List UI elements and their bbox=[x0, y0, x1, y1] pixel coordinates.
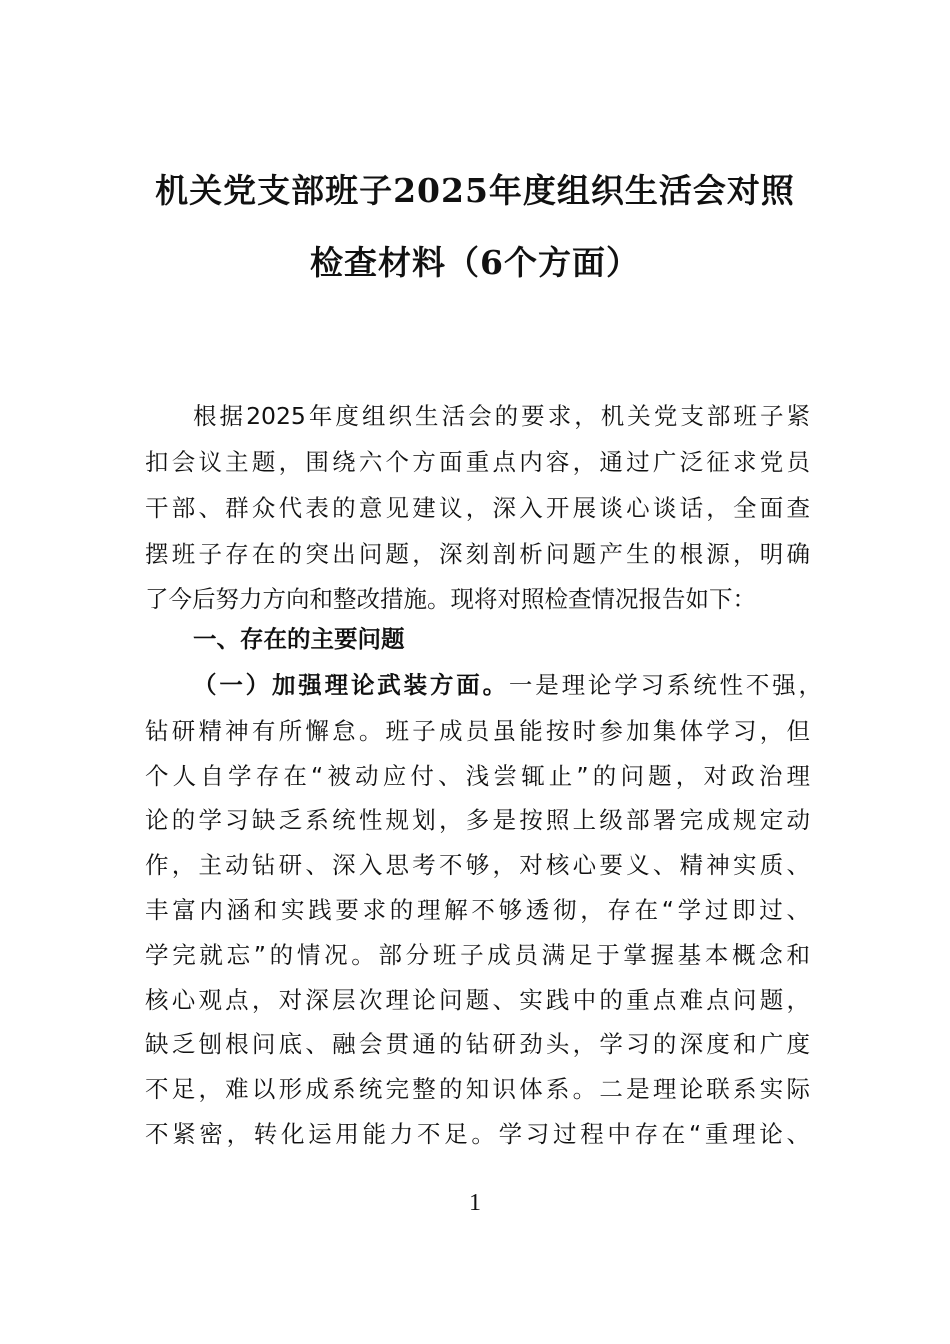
subsection-paragraph-line: 学完就忘”的情况。部分班子成员满足于掌握基本概念和 bbox=[145, 941, 810, 969]
subsection-paragraph-line: 作，主动钻研、深入思考不够，对核心要义、精神实质、 bbox=[145, 851, 810, 879]
subsection-paragraph-line: 核心观点，对深层次理论问题、实践中的重点难点问题， bbox=[145, 986, 810, 1014]
intro-paragraph-line: 扣会议主题，围绕六个方面重点内容，通过广泛征求党员 bbox=[145, 448, 810, 476]
subsection-paragraph-line: 不紧密，转化运用能力不足。学习过程中存在“重理论、 bbox=[145, 1120, 810, 1148]
section-heading: 一、存在的主要问题 bbox=[193, 625, 405, 653]
intro-paragraph-line: 根据2025年度组织生活会的要求，机关党支部班子紧 bbox=[193, 402, 810, 430]
subsection-paragraph-line: 丰富内涵和实践要求的理解不够透彻，存在“学过即过、 bbox=[145, 896, 810, 924]
document-title-line-2: 检查材料（6个方面） bbox=[310, 243, 640, 282]
page-number: 1 bbox=[469, 1190, 481, 1216]
subsection-first-line-text: 一是理论学习系统性不强， bbox=[508, 671, 823, 699]
subsection-heading: （一）加强理论武装方面。 bbox=[193, 671, 509, 699]
subsection-paragraph-line: 论的学习缺乏系统性规划，多是按照上级部署完成规定动 bbox=[145, 806, 810, 834]
document-title-line-1: 机关党支部班子2025年度组织生活会对照 bbox=[155, 171, 795, 210]
subsection-paragraph-line: 不足，难以形成系统完整的知识体系。二是理论联系实际 bbox=[145, 1075, 810, 1103]
subsection-paragraph-line: 钻研精神有所懈怠。班子成员虽能按时参加集体学习，但 bbox=[145, 717, 810, 745]
intro-paragraph-line: 了今后努力方向和整改措施。现将对照检查情况报告如下： bbox=[145, 585, 756, 613]
intro-paragraph-line: 摆班子存在的突出问题，深刻剖析问题产生的根源，明确 bbox=[145, 540, 810, 568]
subsection-paragraph-line: 缺乏刨根问底、融会贯通的钻研劲头，学习的深度和广度 bbox=[145, 1030, 810, 1058]
intro-paragraph-line: 干部、群众代表的意见建议，深入开展谈心谈话，全面查 bbox=[145, 494, 810, 522]
subsection-paragraph-line: 个人自学存在“被动应付、浅尝辄止”的问题，对政治理 bbox=[145, 762, 810, 790]
subsection-first-line bbox=[193, 665, 822, 705]
